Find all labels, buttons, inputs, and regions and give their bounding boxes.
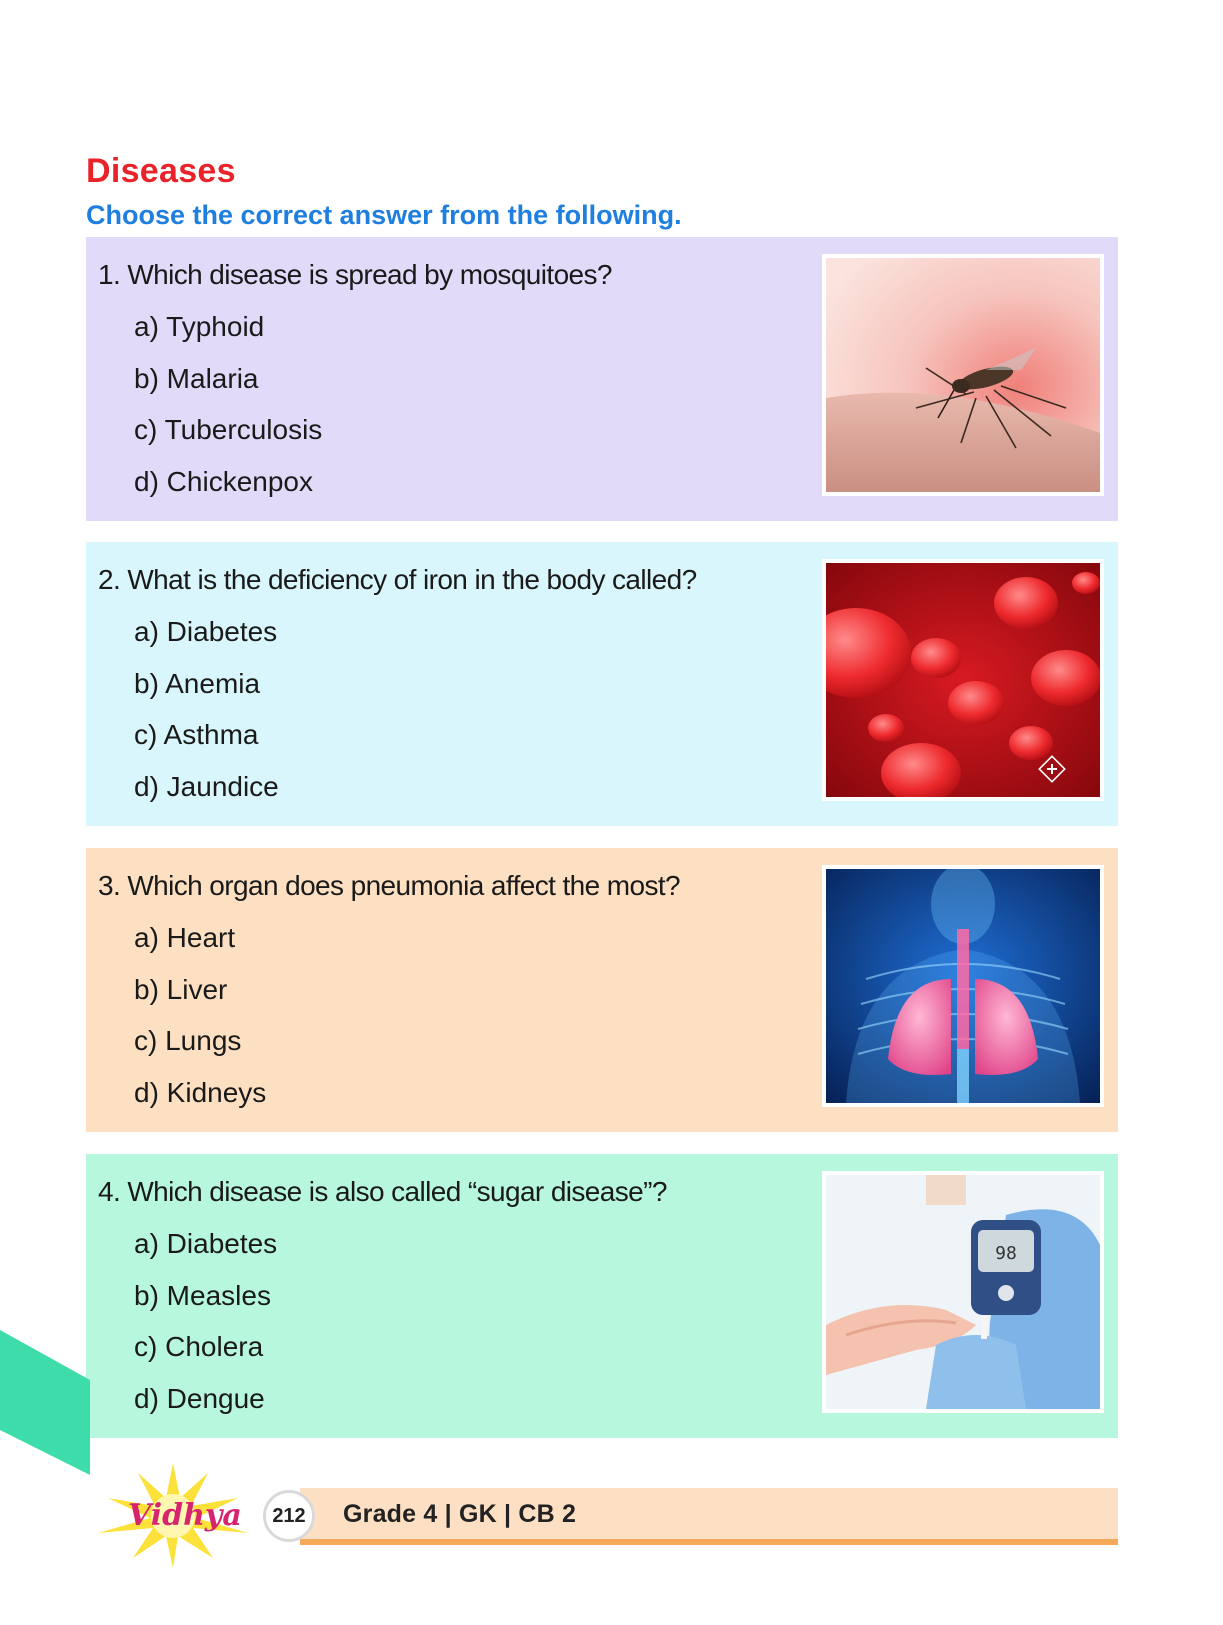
option-d[interactable]: d) Jaundice: [134, 770, 279, 802]
option-c[interactable]: c) Cholera: [134, 1331, 264, 1362]
option-a[interactable]: a) Diabetes: [134, 1228, 278, 1259]
question-text: 2. What is the deficiency of iron in the body called?: [98, 564, 697, 595]
question-text: 4. Which disease is also called “sugar disease”?: [98, 1176, 667, 1207]
red-blood-cells-photo: [822, 559, 1104, 801]
option-b[interactable]: b) Liver: [134, 973, 228, 1005]
footer-text: Grade 4 | GK | CB 2: [343, 1500, 577, 1528]
decorative-green-shape: [0, 1330, 90, 1475]
page-title: Diseases: [86, 152, 236, 190]
question-card-1: [86, 237, 1118, 521]
option-c[interactable]: c) Asthma: [134, 719, 259, 750]
option-list: [134, 309, 322, 515]
option-a[interactable]: a) Typhoid: [134, 311, 265, 342]
question-card-2: [86, 542, 1118, 826]
question-card-4: [86, 1154, 1118, 1438]
option-b[interactable]: b) Malaria: [134, 362, 259, 394]
option-a[interactable]: a) Heart: [134, 922, 236, 953]
glucose-meter-photo: [822, 1171, 1104, 1413]
svg-text:98: 98: [995, 1243, 1017, 1264]
option-d[interactable]: d) Kidneys: [134, 1076, 267, 1108]
logo-text: Vidhya: [128, 1498, 242, 1533]
option-list: [134, 920, 266, 1126]
lungs-xray-photo: [822, 865, 1104, 1107]
option-c[interactable]: c) Lungs: [134, 1025, 242, 1056]
option-b[interactable]: b) Anemia: [134, 667, 261, 699]
option-list: [134, 1226, 277, 1432]
question-text: 1. Which disease is spread by mosquitoes?: [98, 259, 612, 290]
option-list: [134, 614, 279, 820]
option-a[interactable]: a) Diabetes: [134, 616, 278, 647]
mosquito-photo: [822, 254, 1104, 496]
question-text: 3. Which organ does pneumonia affect the most?: [98, 870, 681, 901]
option-b[interactable]: b) Measles: [134, 1279, 271, 1311]
instructions: Choose the correct answer from the following.: [86, 200, 682, 230]
option-d[interactable]: d) Dengue: [134, 1382, 265, 1414]
question-card-3: [86, 848, 1118, 1132]
option-d[interactable]: d) Chickenpox: [134, 465, 313, 497]
option-c[interactable]: c) Tuberculosis: [134, 414, 323, 445]
page-number: 212: [263, 1490, 315, 1542]
